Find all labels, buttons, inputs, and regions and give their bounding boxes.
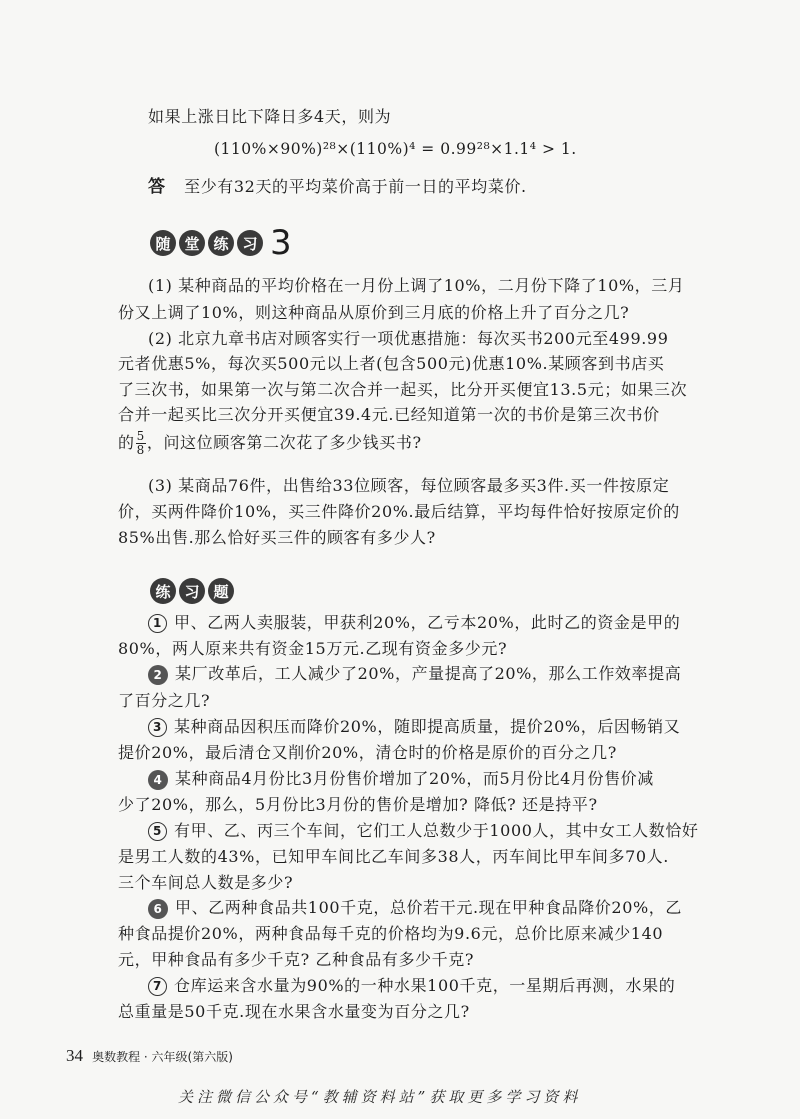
answer-text: 至少有32天的平均菜价高于前一日的平均菜价. bbox=[184, 177, 527, 196]
intro-line: 如果上涨日比下降日多4天，则为 bbox=[148, 107, 392, 126]
practice-heading-char: 堂 bbox=[179, 230, 205, 256]
exercise-line: 总重量是50千克.现在水果含水量变为百分之几? bbox=[118, 1002, 470, 1021]
exercise-text: 甲、乙两种食品共100千克，总价若干元.现在甲种食品降价20%，乙 bbox=[175, 898, 682, 917]
exercise-number: 3 bbox=[148, 718, 167, 737]
fraction-numerator: 5 bbox=[136, 429, 145, 443]
page-number: 34 bbox=[66, 1046, 83, 1065]
fraction-denominator: 8 bbox=[136, 443, 145, 457]
exercise-number: 7 bbox=[148, 977, 167, 996]
exercise-line bbox=[148, 973, 675, 996]
exercises-heading-char: 习 bbox=[179, 578, 205, 604]
exercise-number: 5 bbox=[148, 822, 167, 841]
exercises-heading-char: 题 bbox=[208, 578, 234, 604]
fraction bbox=[136, 430, 146, 457]
practice-q3-line: 价，买两件降价10%，买三件降价20%.最后结算，平均每件恰好按原定价的 bbox=[118, 502, 680, 521]
practice-q3-line: (3) 某商品76件，出售给33位顾客，每位顾客最多买3件.买一件按原定 bbox=[148, 476, 670, 495]
exercise-line: 种食品提价20%，两种食品每千克的价格均为9.6元，总价比原来减少140 bbox=[118, 924, 664, 943]
practice-q2-text: ，问这位顾客第二次花了多少钱买书? bbox=[146, 433, 422, 452]
exercise-line bbox=[148, 610, 680, 633]
exercise-text: 有甲、乙、丙三个车间，它们工人总数少于1000人，其中女工人数恰好 bbox=[174, 821, 699, 840]
practice-q1-line: 份又上调了10%，则这种商品从原价到三月底的价格上升了百分之几? bbox=[118, 303, 630, 322]
practice-heading-number: 3 bbox=[270, 223, 292, 263]
exercise-text: 仓库运来含水量为90%的一种水果100千克，一星期后再测，水果的 bbox=[174, 976, 676, 995]
practice-q1-line: (1) 某种商品的平均价格在一月份上调了10%，二月份下降了10%，三月 bbox=[148, 276, 685, 295]
practice-q2-line: 元者优惠5%，每次买500元以上者(包含500元)优惠10%.某顾客到书店买 bbox=[118, 354, 665, 373]
practice-q2-line bbox=[118, 430, 422, 457]
exercise-line bbox=[148, 818, 699, 841]
watermark-text: 关注微信公众号“教辅资料站”获取更多学习资料 bbox=[178, 1088, 582, 1106]
exercise-line bbox=[148, 661, 681, 685]
page-footer bbox=[66, 1046, 233, 1066]
practice-q2-line: 合并一起买比三次分开买便宜39.4元.已经知道第一次的书价是第三次书价 bbox=[118, 405, 660, 424]
answer-block bbox=[148, 172, 527, 197]
book-title: 奥数教程 · 六年级(第六版) bbox=[92, 1050, 233, 1064]
exercise-number: 2 bbox=[148, 665, 168, 685]
practice-heading bbox=[150, 223, 292, 263]
exercise-text: 某厂改革后，工人减少了20%，产量提高了20%，那么工作效率提高 bbox=[175, 664, 682, 683]
exercises-heading-char: 练 bbox=[150, 578, 176, 604]
practice-heading-char: 练 bbox=[208, 230, 234, 256]
exercise-text: 某种商品4月份比3月份售价增加了20%，而5月份比4月份售价减 bbox=[175, 769, 654, 788]
exercise-line bbox=[148, 766, 654, 790]
practice-q3-line: 85%出售.那么恰好买三件的顾客有多少人? bbox=[118, 528, 436, 547]
exercise-number: 6 bbox=[148, 899, 168, 919]
exercise-line bbox=[148, 895, 682, 919]
exercise-text: 甲、乙两人卖服装，甲获利20%，乙亏本20%，此时乙的资金是甲的 bbox=[174, 613, 681, 632]
practice-heading-char: 随 bbox=[150, 230, 176, 256]
exercise-line: 了百分之几? bbox=[118, 691, 211, 710]
exercise-number: 1 bbox=[148, 614, 167, 633]
exercise-number: 4 bbox=[148, 770, 168, 790]
exercise-line bbox=[148, 714, 680, 737]
exercise-line: 是男工人数的43%，已知甲车间比乙车间多38人，丙车间比甲车间多70人. bbox=[118, 847, 669, 866]
practice-q2-line: (2) 北京九章书店对顾客实行一项优惠措施：每次买书200元至499.99 bbox=[148, 329, 669, 348]
exercise-line: 少了20%，那么，5月份比3月份的售价是增加? 降低? 还是持平? bbox=[118, 795, 598, 814]
exercise-line: 80%，两人原来共有资金15万元.乙现有资金多少元? bbox=[118, 639, 508, 658]
exercise-text: 某种商品因积压而降价20%，随即提高质量，提价20%，后因畅销又 bbox=[174, 717, 681, 736]
answer-label: 答 bbox=[148, 177, 165, 197]
exercises-heading bbox=[150, 578, 237, 604]
formula-line: (110%×90%)²⁸×(110%)⁴ = 0.99²⁸×1.1⁴ > 1. bbox=[214, 140, 577, 158]
practice-heading-char: 习 bbox=[237, 230, 263, 256]
exercise-line: 元，甲种食品有多少千克? 乙种食品有多少千克? bbox=[118, 950, 475, 969]
exercise-line: 三个车间总人数是多少? bbox=[118, 873, 294, 892]
exercise-line: 提价20%，最后清仓又削价20%，清仓时的价格是原价的百分之几? bbox=[118, 743, 617, 762]
practice-q2-text: 的 bbox=[118, 433, 135, 452]
practice-q2-line: 了三次书，如果第一次与第二次合并一起买，比分开买便宜13.5元；如果三次 bbox=[118, 380, 688, 399]
